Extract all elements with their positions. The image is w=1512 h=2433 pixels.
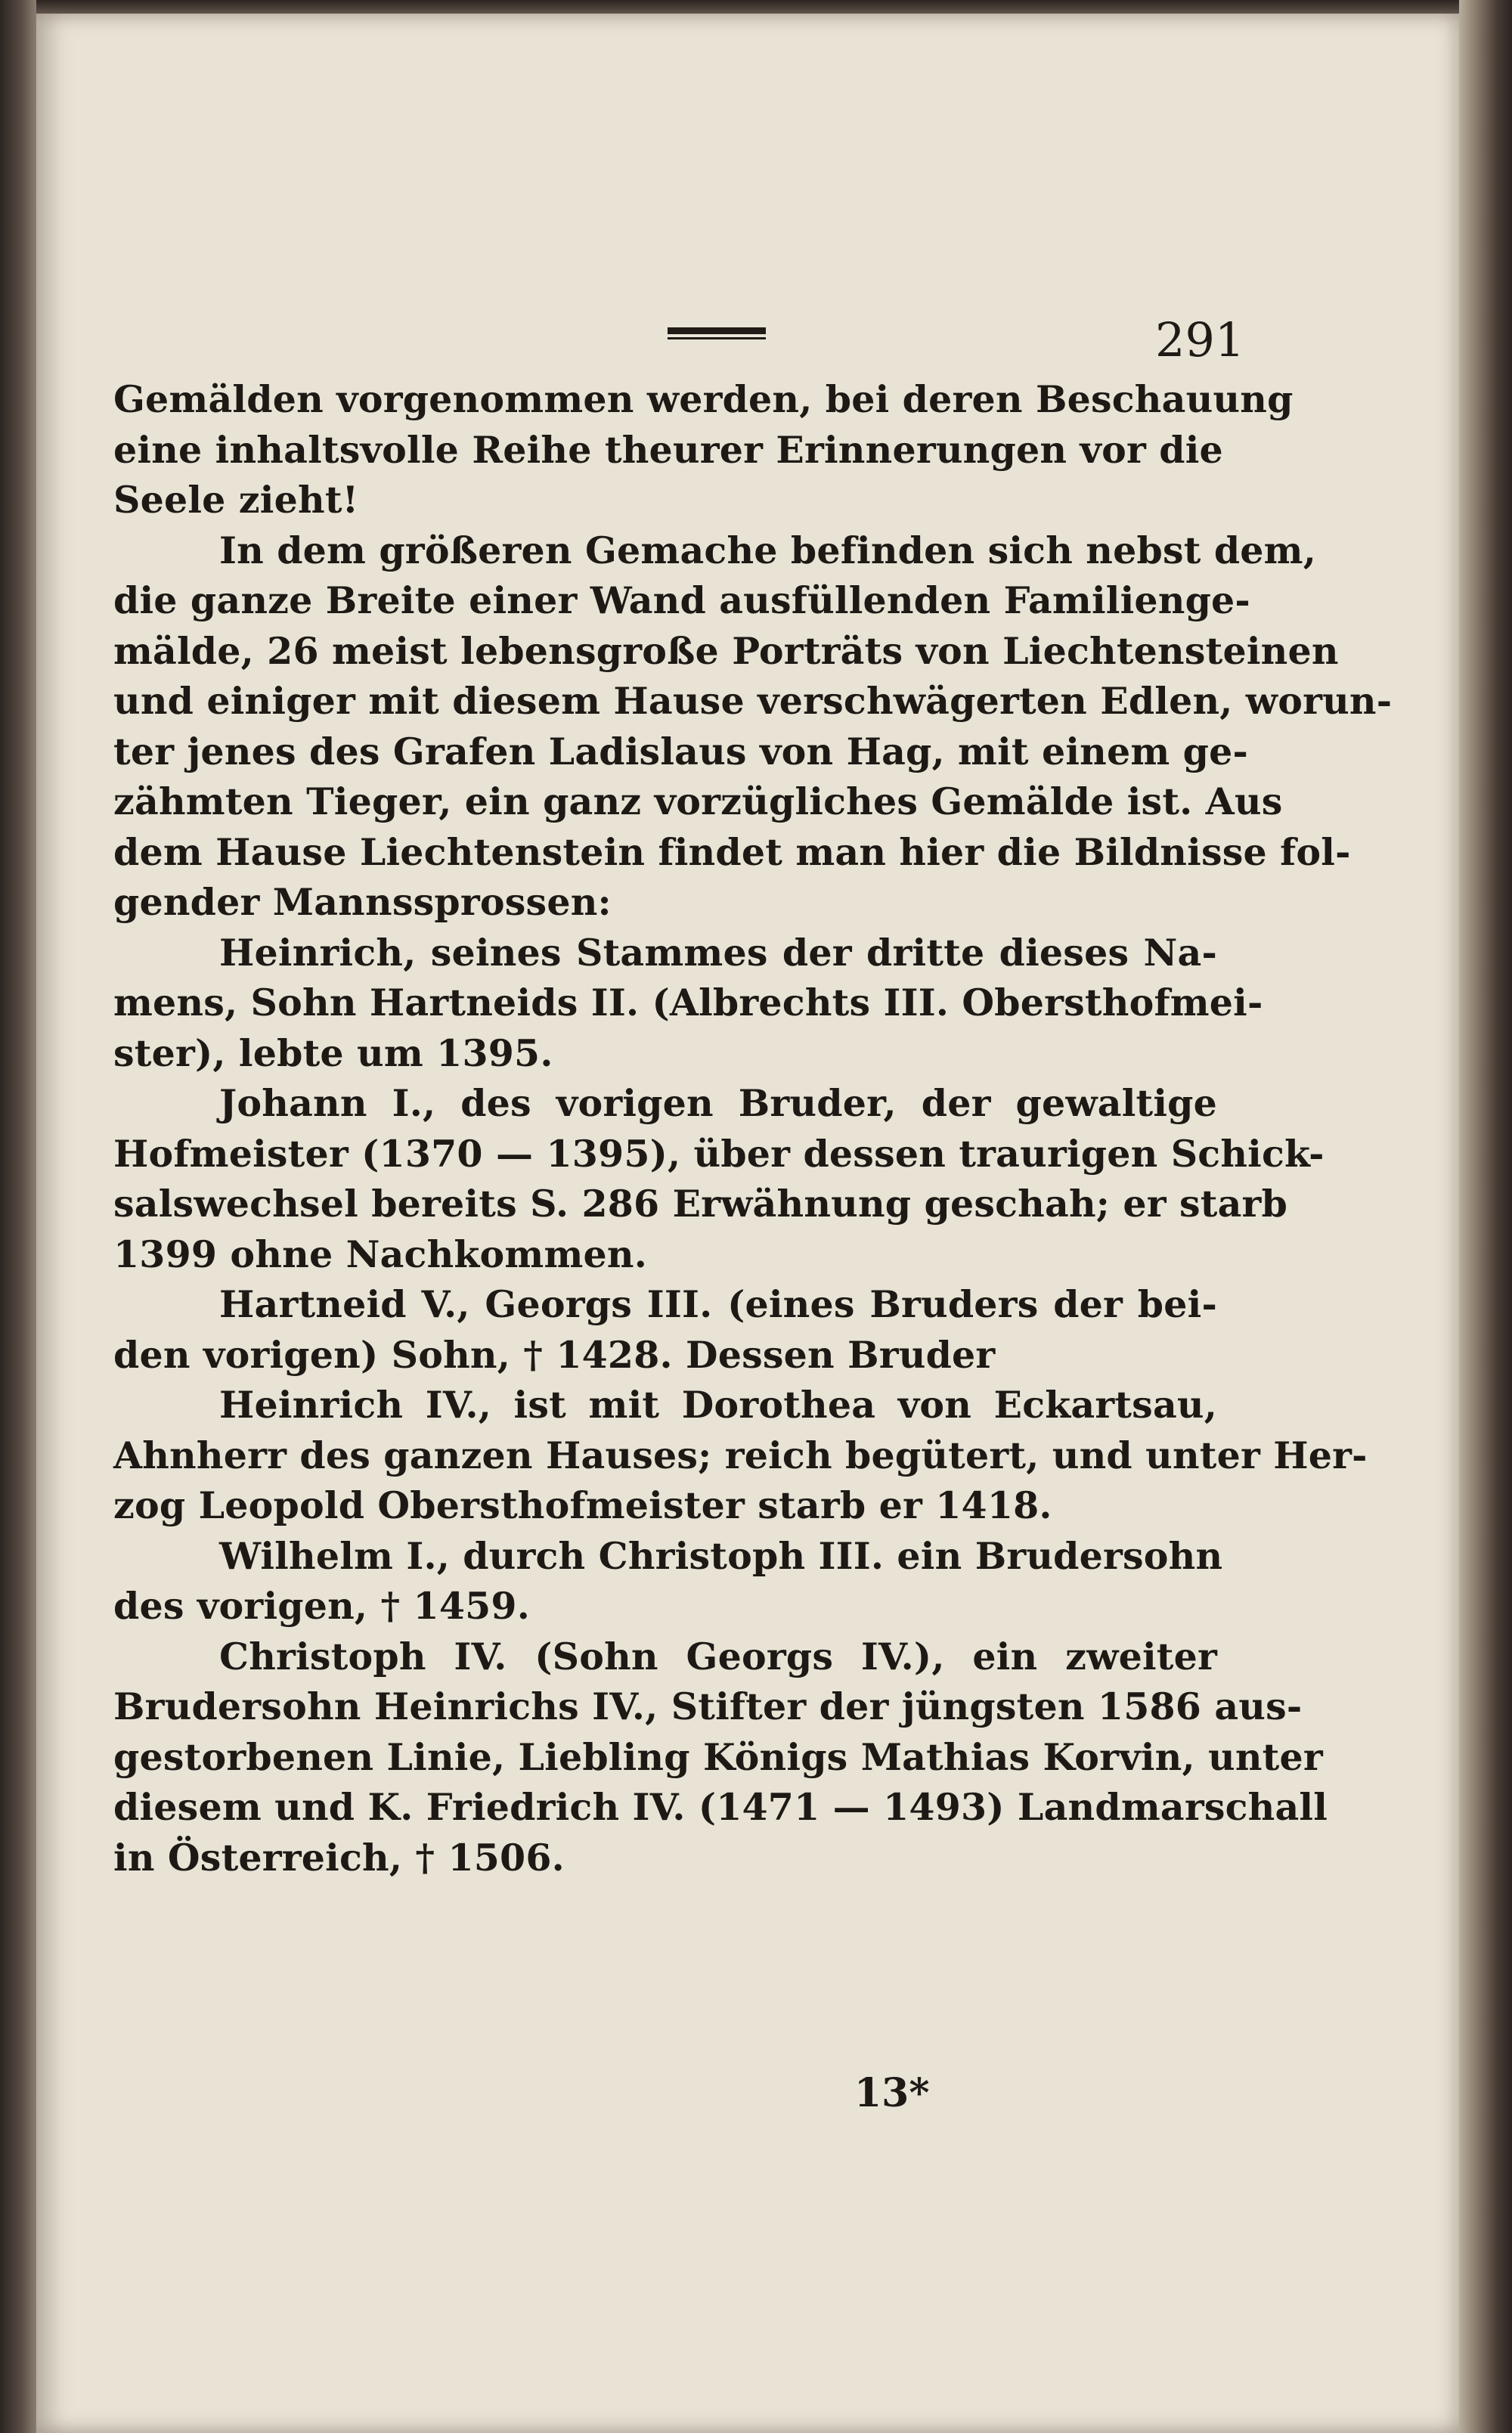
text-line: eine inhaltsvolle Reihe theurer Erinnerungen vor die	[113, 427, 1223, 472]
text-line: Brudersohn Heinrichs IV., Stifter der jüngsten 1586 aus-	[113, 1685, 1303, 1728]
text-line: ter jenes des Grafen Ladislaus von Hag, mit einem ge-	[113, 729, 1249, 773]
page-number: 291	[1155, 312, 1245, 367]
text-line: zog Leopold Obersthofmeister starb er 1418.	[113, 1483, 1052, 1527]
text-line: die ganze Breite einer Wand ausfüllenden Familienge-	[113, 578, 1250, 622]
text-line: 1399 ohne Nachkommen.	[113, 1232, 647, 1276]
header-rule	[668, 327, 766, 339]
text-line: Hartneid V., Georgs III. (eines Bruders der bei-	[219, 1282, 1217, 1326]
text-line: In dem größeren Gemache befinden sich nebst dem,	[219, 528, 1316, 572]
body-text	[113, 374, 1393, 1883]
text-line: des vorigen, † 1459.	[113, 1584, 530, 1628]
text-line: in Österreich, † 1506.	[113, 1835, 565, 1880]
text-line: Wilhelm I., durch Christoph III. ein Brudersohn	[219, 1533, 1223, 1578]
signature-mark: 13*	[854, 2070, 930, 2116]
text-line: dem Hause Liechtenstein findet man hier die Bildnisse fol-	[113, 829, 1351, 874]
text-line: salswechsel bereits S. 286 Erwähnung geschah; er starb	[113, 1182, 1288, 1226]
text-line: Heinrich, seines Stammes der dritte dieses Na-	[219, 930, 1217, 975]
text-line: den vorigen) Sohn, † 1428. Dessen Bruder	[113, 1332, 996, 1377]
text-line: Heinrich IV., ist mit Dorothea von Eckartsau,	[219, 1383, 1217, 1427]
text-line: Johann I., des vorigen Bruder, der gewaltige	[219, 1081, 1217, 1125]
text-line: Hofmeister (1370 — 1395), über dessen traurigen Schick-	[113, 1131, 1325, 1176]
text-line: diesem und K. Friedrich IV. (1471 — 1493) Landmarschall	[113, 1785, 1328, 1829]
book-fore-edge	[1459, 0, 1512, 2433]
text-line: und einiger mit diesem Hause verschwägerten Edlen, worun-	[113, 679, 1393, 723]
book-spine-edge	[0, 0, 36, 2433]
text-line: gender Mannssprossen:	[113, 880, 612, 924]
text-line: zähmten Tieger, ein ganz vorzügliches Gemälde ist. Aus	[113, 779, 1283, 823]
text-line: Christoph IV. (Sohn Georgs IV.), ein zweiter	[219, 1634, 1217, 1678]
text-line: mens, Sohn Hartneids II. (Albrechts III. Obersthofmei-	[113, 981, 1263, 1024]
text-line: mälde, 26 meist lebensgroße Porträts von Liechtensteinen	[113, 628, 1339, 673]
text-line: Seele zieht!	[113, 478, 359, 522]
text-line: Gemälden vorgenommen werden, bei deren Beschauung	[113, 377, 1294, 421]
text-line: Ahnherr des ganzen Hauses; reich begütert, und unter Her-	[113, 1433, 1368, 1477]
text-line: gestorbenen Linie, Liebling Königs Mathias Korvin, unter	[113, 1734, 1323, 1779]
text-line: ster), lebte um 1395.	[113, 1031, 553, 1075]
